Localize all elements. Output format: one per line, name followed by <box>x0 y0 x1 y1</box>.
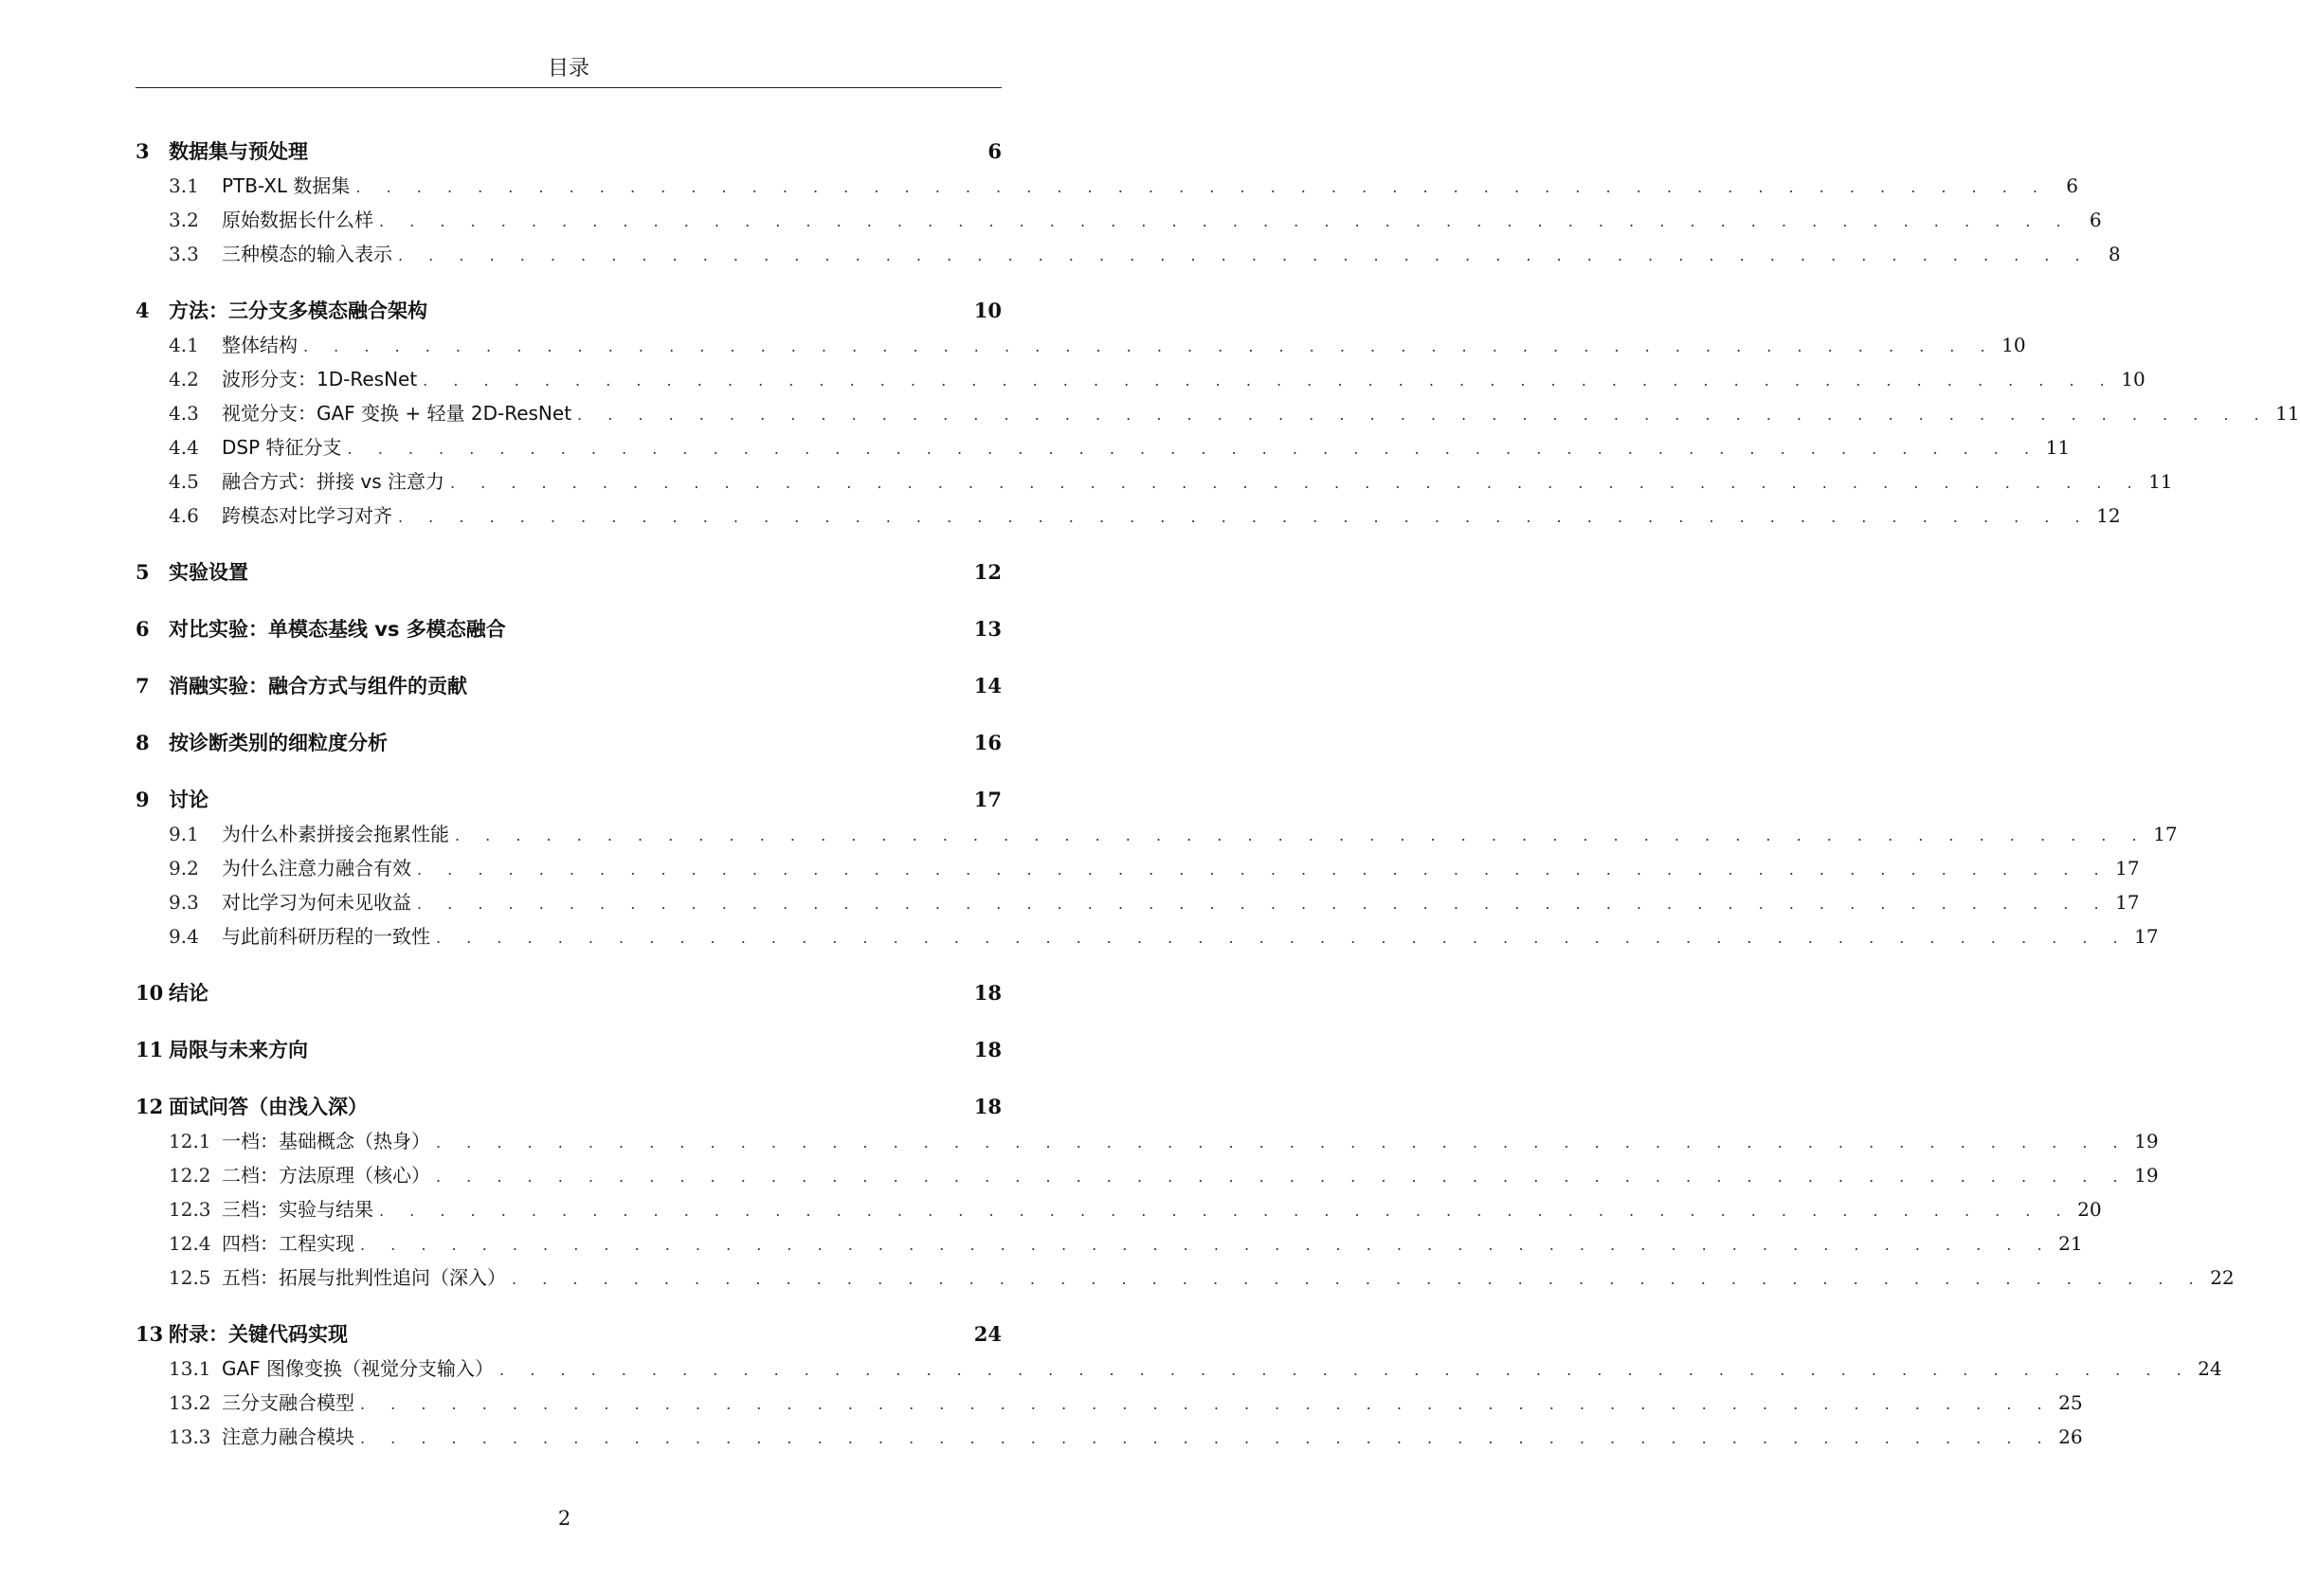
toc-subsection-page: 11 <box>2148 470 2173 493</box>
dot-leader: . . . . . . . . . . . . . . . . . . . . . . . . . . . . . . . . . . . . . . . . . . . . . . . . . . . . . . . . <box>417 861 2110 879</box>
toc-subsection[interactable] <box>136 203 2102 237</box>
toc-subsection-number: 12.5 <box>169 1266 211 1289</box>
toc-section-title: 附录：关键代码实现 <box>169 1323 348 1346</box>
toc-subsection-title: 三分支融合模型 <box>222 1391 354 1414</box>
toc-section-title: 结论 <box>169 982 208 1005</box>
toc-section-number: 4 <box>136 299 150 322</box>
toc-subsection[interactable] <box>136 1226 2083 1260</box>
toc-subsection-page: 21 <box>2058 1232 2083 1255</box>
toc-section[interactable] <box>136 726 1002 760</box>
toc-subsection[interactable] <box>136 885 2140 919</box>
toc-section-page: 17 <box>973 788 1002 811</box>
toc-section-number: 6 <box>136 617 150 641</box>
toc-section[interactable] <box>136 612 1002 646</box>
toc-subsection[interactable] <box>136 1420 2083 1454</box>
toc-subsection-title: 对比学习为何未见收益 <box>222 891 411 914</box>
toc-subsection-number: 13.1 <box>169 1357 211 1380</box>
toc-subsection[interactable] <box>136 464 2173 499</box>
toc-subsection-title: 整体结构 <box>222 334 298 356</box>
toc-subsection[interactable] <box>136 499 2121 533</box>
toc-subsection-title: PTB-XL 数据集 <box>222 174 351 197</box>
toc-section-page: 18 <box>973 1095 1002 1118</box>
dot-leader: . . . . . . . . . . . . . . . . . . . . . . . . . . . . . . . . . . . . . . . . . . . . . . . . . . . . . . . . <box>423 372 2115 390</box>
toc-section-number: 13 <box>136 1322 164 1346</box>
toc-subsection-title: 五档：拓展与批判性追问（深入） <box>222 1266 506 1289</box>
toc-subsection-page: 6 <box>2066 174 2078 197</box>
toc-section-number: 5 <box>136 560 150 584</box>
toc-subsection[interactable] <box>136 328 2026 362</box>
toc-section[interactable] <box>136 135 1002 169</box>
toc-subsection-number: 9.3 <box>169 891 199 914</box>
toc-subsection-number: 9.4 <box>169 925 199 948</box>
dot-leader: . . . . . . . . . . . . . . . . . . . . . . . . . . . . . . . . . . . . . . . . . . . . . . . . . . . . . . . . <box>398 508 2091 526</box>
toc-subsection-page: 11 <box>2275 402 2300 425</box>
toc-subsection-title: 融合方式：拼接 vs 注意力 <box>222 470 444 493</box>
dot-leader: . . . . . . . . . . . . . . . . . . . . . . . . . . . . . . . . . . . . . . . . . . . . . . . . . . . . . . . . <box>379 212 2072 230</box>
toc-subsection-number: 4.5 <box>169 470 199 493</box>
toc-subsection-number: 13.3 <box>169 1425 211 1448</box>
toc-subsection-title: 与此前科研历程的一致性 <box>222 925 430 948</box>
toc-section-number: 10 <box>136 981 164 1005</box>
toc-subsection-title: 三档：实验与结果 <box>222 1198 373 1221</box>
toc-section-page: 6 <box>987 139 1002 163</box>
toc-section-page: 24 <box>973 1322 1002 1346</box>
toc-section[interactable] <box>136 1090 1002 1124</box>
toc-subsection-title: 为什么注意力融合有效 <box>222 857 411 880</box>
toc-section-title: 数据集与预处理 <box>169 140 308 163</box>
toc-subsection-number: 12.2 <box>169 1164 211 1187</box>
toc-subsection-number: 3.2 <box>169 209 199 231</box>
toc-section-number: 7 <box>136 674 150 698</box>
toc-subsection-number: 13.2 <box>169 1391 211 1414</box>
toc-subsection-number: 3.1 <box>169 174 199 197</box>
toc-subsection-page: 12 <box>2096 504 2121 527</box>
toc-subsection-page: 8 <box>2108 243 2121 265</box>
toc-subsection-page: 10 <box>2121 368 2146 390</box>
toc-subsection[interactable] <box>136 817 2178 851</box>
toc-section-title: 讨论 <box>169 789 208 811</box>
toc-subsection[interactable] <box>136 430 2071 464</box>
toc-section-title: 按诊断类别的细粒度分析 <box>169 732 388 754</box>
dot-leader: . . . . . . . . . . . . . . . . . . . . . . . . . . . . . . . . . . . . . . . . . . . . . . . . . . . . . . . . <box>512 1270 2204 1288</box>
dot-leader: . . . . . . . . . . . . . . . . . . . . . . . . . . . . . . . . . . . . . . . . . . . . . . . . . . . . . . . . <box>499 1361 2192 1379</box>
toc-subsection-number: 4.4 <box>169 436 199 459</box>
dot-leader: . . . . . . . . . . . . . . . . . . . . . . . . . . . . . . . . . . . . . . . . . . . . . . . . . . . . . . . . <box>379 1202 2072 1220</box>
toc-subsection-title: 四档：工程实现 <box>222 1232 354 1255</box>
toc-section-title: 面试问答（由浅入深） <box>169 1096 368 1118</box>
toc-subsection-number: 12.1 <box>169 1130 211 1152</box>
toc-subsection[interactable] <box>136 1192 2102 1226</box>
toc-section[interactable] <box>136 783 1002 817</box>
toc-subsection-number: 9.1 <box>169 823 199 845</box>
dot-leader: . . . . . . . . . . . . . . . . . . . . . . . . . . . . . . . . . . . . . . . . . . . . . . . . . . . . . . . . <box>436 1168 2128 1186</box>
running-header: 目录 <box>547 57 589 81</box>
toc-subsection-page: 26 <box>2058 1425 2083 1448</box>
dot-leader: . . . . . . . . . . . . . . . . . . . . . . . . . . . . . . . . . . . . . . . . . . . . . . . . . . . . . . . . <box>360 1236 2053 1254</box>
toc-section-page: 10 <box>973 299 1002 322</box>
toc-section[interactable] <box>136 669 1002 703</box>
toc-section-number: 11 <box>136 1038 164 1061</box>
toc-subsection-number: 9.2 <box>169 857 199 880</box>
toc-subsection-page: 17 <box>2134 925 2159 948</box>
toc-subsection-page: 24 <box>2198 1357 2222 1380</box>
dot-leader: . . . . . . . . . . . . . . . . . . . . . . . . . . . . . . . . . . . . . . . . . . . . . . . . . . . . . . . . <box>398 246 2091 264</box>
toc-subsection[interactable] <box>136 1386 2083 1420</box>
toc-subsection[interactable] <box>136 362 2146 396</box>
toc-subsection-page: 19 <box>2134 1164 2159 1187</box>
toc-subsection[interactable] <box>136 919 2159 953</box>
toc-section-title: 局限与未来方向 <box>169 1039 308 1061</box>
toc-subsection-title: 跨模态对比学习对齐 <box>222 504 392 527</box>
table-of-contents <box>136 135 2300 1454</box>
toc-section[interactable] <box>136 294 1002 328</box>
toc-subsection-title: 波形分支：1D-ResNet <box>222 368 418 390</box>
dot-leader: . . . . . . . . . . . . . . . . . . . . . . . . . . . . . . . . . . . . . . . . . . . . . . . . . . . . . . . . <box>417 895 2110 913</box>
toc-section-page: 18 <box>973 1038 1002 1061</box>
toc-subsection-title: 原始数据长什么样 <box>222 209 373 231</box>
toc-subsection[interactable] <box>136 1260 2235 1295</box>
toc-subsection-page: 22 <box>2210 1266 2235 1289</box>
toc-subsection-number: 4.1 <box>169 334 199 356</box>
toc-subsection-number: 3.3 <box>169 243 199 265</box>
toc-subsection-title: 为什么朴素拼接会拖累性能 <box>222 823 449 845</box>
toc-section[interactable] <box>136 1317 1002 1351</box>
toc-subsection-page: 6 <box>2089 209 2102 231</box>
toc-subsection-title: 一档：基础概念（热身） <box>222 1130 430 1152</box>
toc-subsection-number: 4.2 <box>169 368 199 390</box>
toc-subsection-title: DSP 特征分支 <box>222 436 342 459</box>
toc-section-page: 12 <box>973 560 1002 584</box>
dot-leader: . . . . . . . . . . . . . . . . . . . . . . . . . . . . . . . . . . . . . . . . . . . . . . . . . . . . . . . . <box>436 1134 2128 1152</box>
toc-subsection[interactable] <box>136 1351 2222 1386</box>
toc-subsection[interactable] <box>136 1124 2159 1158</box>
dot-leader: . . . . . . . . . . . . . . . . . . . . . . . . . . . . . . . . . . . . . . . . . . . . . . . . . . . . . . . . <box>436 929 2128 947</box>
toc-subsection-title: 视觉分支：GAF 变换 + 轻量 2D-ResNet <box>222 402 572 425</box>
toc-section[interactable] <box>136 555 1002 589</box>
toc-section[interactable] <box>136 976 1002 1010</box>
toc-section-number: 8 <box>136 731 150 754</box>
dot-leader: . . . . . . . . . . . . . . . . . . . . . . . . . . . . . . . . . . . . . . . . . . . . . . . . . . . . . . . . <box>449 474 2143 492</box>
toc-subsection-page: 11 <box>2045 436 2071 459</box>
toc-section-number: 3 <box>136 139 150 163</box>
toc-subsection-page: 17 <box>2153 823 2178 845</box>
toc-subsection-page: 19 <box>2134 1130 2159 1152</box>
toc-subsection-title: GAF 图像变换（视觉分支输入） <box>222 1357 495 1380</box>
dot-leader: . . . . . . . . . . . . . . . . . . . . . . . . . . . . . . . . . . . . . . . . . . . . . . . . . . . . . . . . <box>360 1395 2053 1413</box>
toc-section[interactable] <box>136 1033 1002 1067</box>
toc-subsection-page: 17 <box>2115 891 2140 914</box>
header-rule <box>136 87 1002 88</box>
toc-subsection[interactable] <box>136 851 2140 885</box>
toc-section-title: 对比实验：单模态基线 vs 多模态融合 <box>169 618 506 641</box>
dot-leader: . . . . . . . . . . . . . . . . . . . . . . . . . . . . . . . . . . . . . . . . . . . . . . . . . . . . . . . . <box>355 178 2048 196</box>
toc-subsection-title: 二档：方法原理（核心） <box>222 1164 430 1187</box>
toc-section-page: 18 <box>973 981 1002 1005</box>
toc-subsection[interactable] <box>136 169 2078 203</box>
toc-subsection-title: 注意力融合模块 <box>222 1425 354 1448</box>
toc-section-page: 16 <box>973 731 1002 754</box>
toc-subsection-title: 三种模态的输入表示 <box>222 243 392 265</box>
toc-subsection[interactable] <box>136 237 2121 271</box>
toc-section-number: 9 <box>136 788 150 811</box>
toc-subsection-number: 4.6 <box>169 504 199 527</box>
page-number: 2 <box>557 1507 571 1530</box>
toc-subsection-page: 25 <box>2058 1391 2083 1414</box>
toc-subsection-page: 10 <box>2001 334 2026 356</box>
toc-subsection-number: 4.3 <box>169 402 199 425</box>
toc-section-title: 实验设置 <box>169 561 248 584</box>
toc-subsection-number: 12.3 <box>169 1198 211 1221</box>
dot-leader: . . . . . . . . . . . . . . . . . . . . . . . . . . . . . . . . . . . . . . . . . . . . . . . . . . . . . . . . <box>455 826 2147 844</box>
toc-subsection-page: 20 <box>2077 1198 2102 1221</box>
toc-section-title: 方法：三分支多模态融合架构 <box>169 299 427 322</box>
dot-leader: . . . . . . . . . . . . . . . . . . . . . . . . . . . . . . . . . . . . . . . . . . . . . . . . . . . . . . . . <box>577 406 2270 424</box>
toc-section-page: 14 <box>973 674 1002 698</box>
toc-section-number: 12 <box>136 1095 164 1118</box>
toc-subsection-number: 12.4 <box>169 1232 211 1255</box>
toc-subsection[interactable] <box>136 1158 2159 1192</box>
dot-leader: . . . . . . . . . . . . . . . . . . . . . . . . . . . . . . . . . . . . . . . . . . . . . . . . . . . . . . . . <box>360 1429 2053 1447</box>
dot-leader: . . . . . . . . . . . . . . . . . . . . . . . . . . . . . . . . . . . . . . . . . . . . . . . . . . . . . . . . <box>347 440 2040 458</box>
dot-leader: . . . . . . . . . . . . . . . . . . . . . . . . . . . . . . . . . . . . . . . . . . . . . . . . . . . . . . . . <box>303 337 1996 355</box>
toc-subsection[interactable] <box>136 396 2300 430</box>
toc-section-title: 消融实验：融合方式与组件的贡献 <box>169 675 467 698</box>
toc-section-page: 13 <box>973 617 1002 641</box>
toc-subsection-page: 17 <box>2115 857 2140 880</box>
